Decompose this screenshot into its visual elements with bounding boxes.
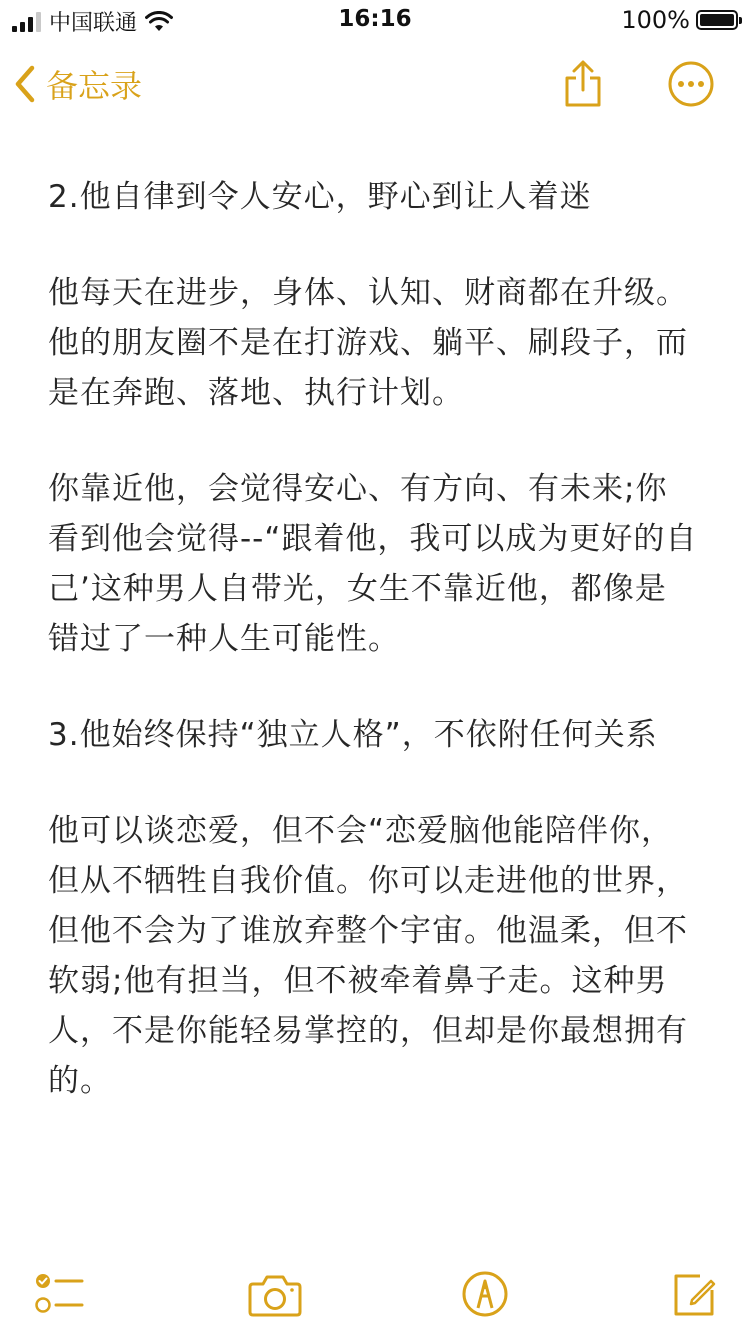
back-label: 备忘录 — [46, 67, 143, 105]
note-paragraph: 他每天在进步，身体、认知、财商都在升级。他的朋友圈不是在打游戏、躺平、刷段子，而是在奔跑、落地、执行计划。 — [48, 275, 688, 411]
compose-button[interactable] — [670, 1270, 718, 1318]
note-body[interactable] — [48, 172, 698, 1152]
markup-icon — [461, 1270, 509, 1318]
note-paragraph: 你靠近他，会觉得安心、有方向、有未来;你看到他会觉得--“跟着他，我可以成为更好的自己’这种男人自带光，女生不靠近他，都像是错过了一种人生可能性。 — [48, 471, 698, 657]
camera-icon — [247, 1270, 303, 1318]
note-heading-3: 3.他始终保持“独立人格”，不依附任何关系 — [48, 717, 658, 753]
status-time: 16:16 — [338, 6, 412, 32]
bottom-toolbar — [0, 1262, 750, 1322]
more-options-icon — [665, 58, 717, 110]
compose-icon — [670, 1270, 718, 1318]
checklist-icon — [34, 1270, 86, 1318]
battery-icon — [696, 10, 738, 30]
share-icon — [557, 58, 609, 110]
battery-percent: 100% — [621, 6, 690, 34]
carrier-name: 中国联通 — [49, 11, 138, 36]
nav-bar — [0, 40, 750, 130]
markup-button[interactable] — [461, 1270, 509, 1318]
status-bar — [0, 0, 750, 40]
chevron-left-icon — [14, 65, 36, 103]
note-paragraph: 他可以谈恋爱，但不会“恋爱脑他能陪伴你，但从不牺牲自我价值。你可以走进他的世界，但他不会为了谁放弃整个宇宙。他温柔，但不软弱;他有担当，但不被牵着鼻子走。这种男人，不是你能轻易掌控的，但却是你最想拥有的。 — [48, 813, 688, 1099]
status-right — [621, 6, 738, 34]
camera-button[interactable] — [247, 1270, 295, 1318]
back-button[interactable] — [14, 60, 142, 108]
more-options-button[interactable] — [665, 58, 717, 110]
share-button[interactable] — [557, 58, 609, 110]
note-heading-2: 2.他自律到令人安心，野心到让人着迷 — [48, 179, 592, 215]
checklist-button[interactable] — [34, 1270, 82, 1318]
